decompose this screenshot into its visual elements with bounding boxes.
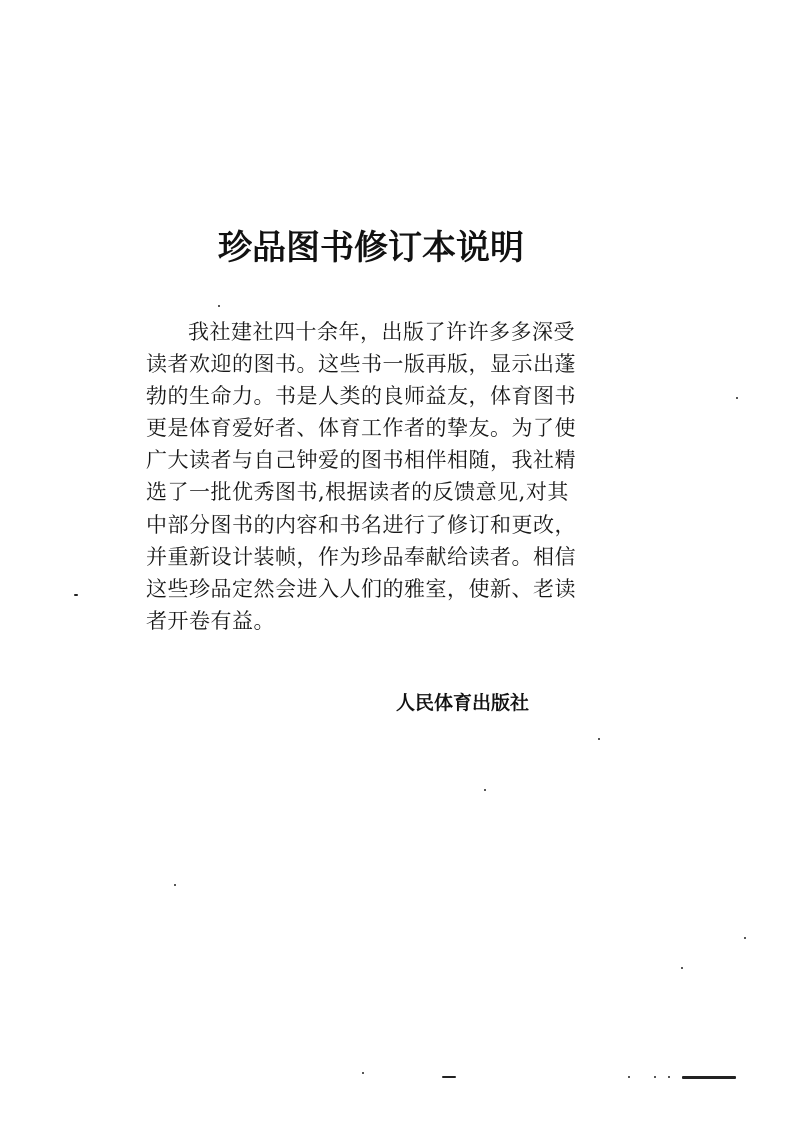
page-title: 珍品图书修订本说明 [218,228,524,268]
body-line: 这些珍品定然会进入人们的雅室，使新、老读 [146,576,576,601]
body-line: 者开卷有益。 [146,608,275,633]
scan-speck [628,1076,630,1078]
publisher-signature: 人民体育出版社 [396,692,530,714]
scan-speck [681,967,683,969]
scan-speck [484,789,486,791]
body-line: 中部分图书的内容和书名进行了修订和更改， [146,512,576,537]
scan-speck [218,305,220,307]
scan-speck [744,937,746,939]
body-line: 我社建社四十余年，出版了许许多多深受 [188,320,575,344]
body-line: 并重新设计装帧，作为珍品奉献给读者。相信 [146,544,576,569]
body-line: 读者欢迎的图书。这些书一版再版，显示出蓬 [146,352,576,377]
scan-speck [362,1072,364,1074]
scan-speck [74,594,78,596]
scan-speck [442,1076,456,1078]
body-line: 勃的生命力。书是人类的良师益友，体育图书 [146,384,576,409]
scan-speck [682,1076,736,1079]
scan-speck [668,1076,670,1078]
body-line: 更是体育爱好者、体育工作者的挚友。为了使 [146,416,576,441]
scan-speck [598,738,600,740]
body-paragraph [146,316,604,637]
scan-speck [654,1076,656,1078]
scan-speck [736,397,738,399]
body-line: 选了一批优秀图书,根据读者的反馈意见,对其 [146,480,569,505]
scan-speck [174,884,176,886]
body-line: 广大读者与自己钟爱的图书相伴相随，我社精 [146,448,576,473]
